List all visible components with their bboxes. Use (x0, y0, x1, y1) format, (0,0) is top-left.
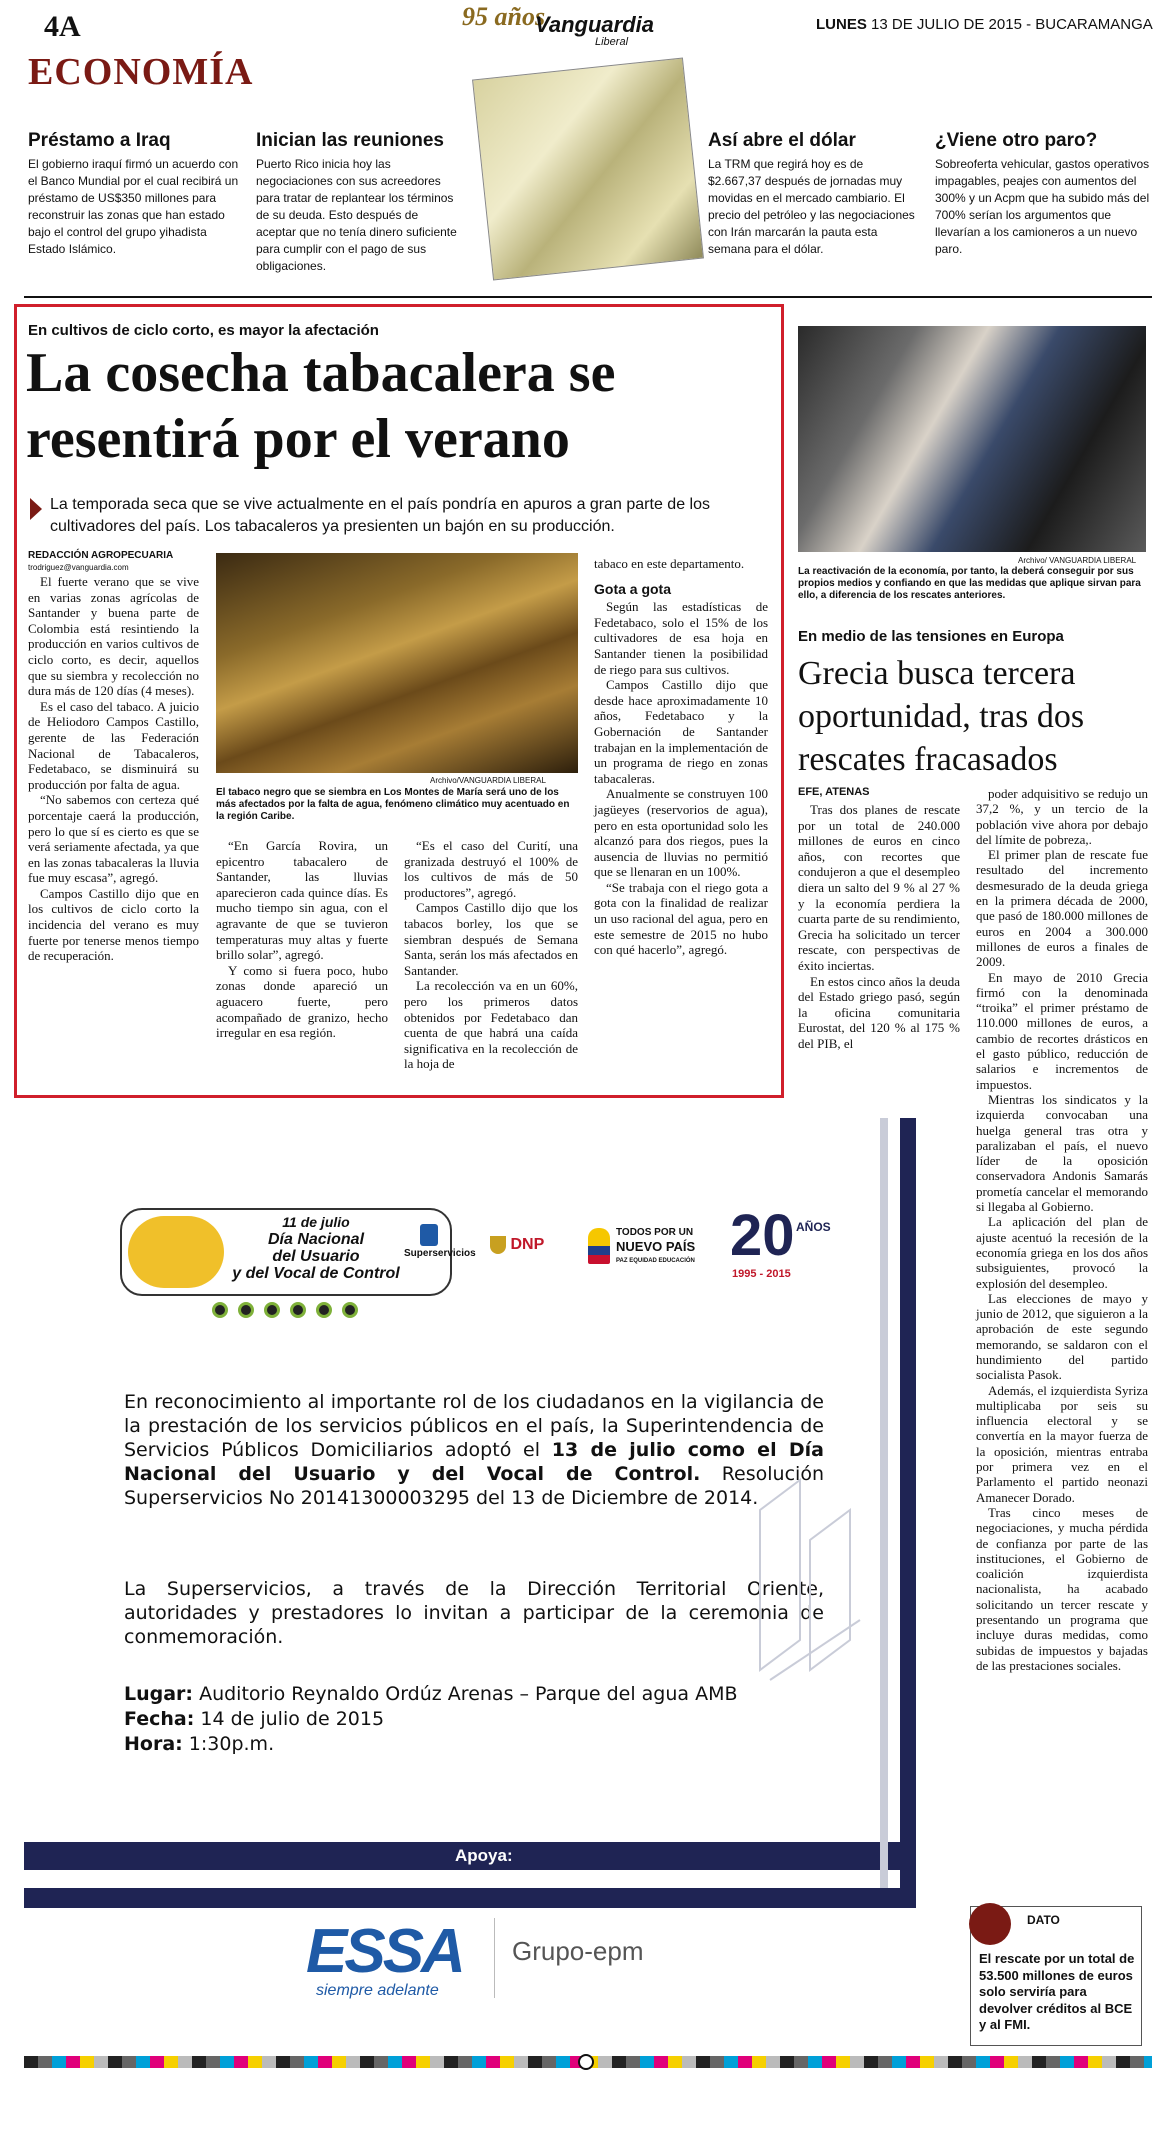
brief-text: Puerto Rico inicia hoy las negociaciones con sus acreedores para tratar de replantear los términos de su deuda. Esto después de aceptar que no tenía dinero suficiente para cumplir con el pago de sus obligaciones. (256, 157, 457, 273)
utility-icon (316, 1302, 332, 1318)
utility-icon (238, 1302, 254, 1318)
label: Lugar: (124, 1683, 194, 1705)
anniversary-years: 1995 - 2015 (732, 1268, 791, 1280)
dato-box (970, 1906, 1142, 2046)
tabaco-byline: REDACCIÓN AGROPECUARIA (28, 550, 174, 561)
grecia-col-1 (798, 802, 960, 1052)
utility-icon (342, 1302, 358, 1318)
ad-paragraph-2: La Superservicios, a través de la Dirección Territorial Oriente, autoridades y prestadores lo invitan a participar de la ceremonia de conmemoración. (124, 1578, 824, 1648)
date-rest: 13 DE JULIO DE 2015 - BUCARAMANGA (871, 16, 1153, 33)
grecia-col-2 (976, 786, 1148, 1673)
paragraph: En mayo de 2010 Grecia firmó con la denominada “troika” el primer préstamo de 110.000 millones de euros, a cambio de recortes drásticos en el gasto público, reducción de salarios e incrementos de impuestos. (976, 969, 1148, 1092)
brief-text: Sobreoferta vehicular, gastos operativos impagables, peajes con aumentos del 300% y un Acpm que ha subido más del 700% serían los argumentos que llevarían a los camioneros a un nuevo paro. (935, 157, 1150, 256)
event-line: y del Vocal de Control (232, 1265, 400, 1282)
superservicios-icon (420, 1224, 438, 1246)
paragraph: La recolección va en un 60%, pero los primeros datos obtenidos por Fedetabaco dan cuenta de que habrá una caída significativa en la recolección de la hoja de (404, 978, 578, 1072)
ad-details (124, 1682, 824, 1757)
ad-navy-band (24, 1888, 916, 1908)
paragraph: Campos Castillo dijo que desde hace aproximadamente 10 años, Fedetabaco y la Gobernación de Santander trabajan en la implementación de un programa de riego en zonas tabacaleras. (594, 677, 768, 786)
paragraph: El fuerte verano que se vive en varias zonas agrícolas de Santander y buena parte de Colombia está resintiendo la producción en varios cultivos de ciclo corto, es decir, aquellos que su siembra y recolección no dura más de 120 días (4 meses). (28, 574, 199, 699)
tabaco-col-1 (28, 574, 199, 964)
event-line: 11 de julio (282, 1214, 350, 1230)
brief-text: El gobierno iraquí firmó un acuerdo con el Banco Mundial por el cual recibirá un préstamo de US$350 millones para reconstruir las zonas que han estado bajo el control del grupo yihadista Estado Islámico. (28, 157, 239, 256)
dollar-bills-photo (472, 57, 704, 280)
todos-flag-icon (588, 1228, 610, 1264)
superservicios-logo (404, 1224, 476, 1259)
essa-logo (306, 1917, 496, 2000)
paragraph: Y como si fuera poco, hubo zonas donde apareció un aguacero fuerte, pero acompañado de granizo, hecho irregular en esa región. (216, 962, 388, 1041)
value: 1:30p.m. (182, 1733, 275, 1755)
paragraph: “No sabemos con certeza qué porcentaje caerá la producción, pero lo que sí es cierto es que se verá seriamente afectada, ya que en las zonas tabacaleras la lluvia fue muy escasa”, agregó. (28, 792, 199, 886)
leaders-photo-credit: Archivo/ VANGUARDIA LIBERAL (1018, 556, 1137, 565)
ad-lugar (124, 1682, 824, 1707)
utility-icon (264, 1302, 280, 1318)
value: Auditorio Reynaldo Ordúz Arenas – Parque del agua AMB (193, 1683, 738, 1705)
ad-gray-stripe (880, 1118, 888, 1908)
logo-sub: Liberal (595, 36, 629, 48)
paragraph: Las elecciones de mayo y junio de 2012, que siguieron a la aprobación de este segundo memorando, se saldaron con el hundimiento del partido socialista Pasok. (976, 1290, 1148, 1383)
label: Hora: (124, 1733, 183, 1755)
ad-decorative-shapes (740, 1470, 880, 1690)
registration-mark-icon (578, 2054, 594, 2070)
logo-divider (494, 1918, 495, 1998)
brief-paro (935, 130, 1150, 258)
leaders-caption: La reactivación de la economía, por tanto, la deberá conseguir por sus propios medios y confiando en que las medidas que aplique sirvan para ello, a diferencia de los rescates anteriores. (798, 566, 1141, 601)
section-title: ECONOMÍA (28, 51, 254, 93)
anniversary-word: AÑOS (796, 1220, 831, 1234)
logo-name: Vanguardia (535, 12, 654, 37)
anniversary-number: 20 (730, 1203, 795, 1268)
subhead-gota: Gota a gota (594, 580, 672, 597)
tobacco-photo (216, 553, 578, 773)
label: Fecha: (124, 1708, 195, 1730)
ad-fecha (124, 1707, 824, 1732)
ad-text-bold: 13 de julio como el Día Nacional del Usuario y del Vocal de Control. (124, 1439, 824, 1485)
ad-hora (124, 1732, 824, 1757)
event-icons-row (212, 1302, 368, 1323)
paragraph: “Es el caso del Curití, una granizada destruyó el 100% de los cultivos de más de 50 productores”, agregó. (404, 838, 578, 900)
grupo-epm-logo: Grupo-epm (512, 1936, 644, 1966)
dnp-text: DNP (510, 1236, 545, 1253)
dato-label: DATO (1027, 1913, 1060, 1927)
essa-wordmark: ESSA (306, 1917, 463, 1986)
header-rule (24, 296, 1152, 298)
ad-apoya-label: Apoya: (455, 1846, 513, 1865)
brief-title: Préstamo a Iraq (28, 130, 171, 151)
page-number: 4A (44, 10, 81, 43)
paragraph: En estos cinco años la deuda del Estado griego pasó, según la oficina comunitaria Eurostat, del 120 % al 175 % del PIB, el (798, 973, 960, 1051)
todos-line2: NUEVO PAÍS (616, 1239, 696, 1254)
paragraph: Además, el izquierdista Syriza multiplicaba por seis su influencia electoral y se convertía en la mayor fuerza de la oposición, mientras entraba por primera vez en el Parlamento el partido neonazi Amanecer Dorado. (976, 1382, 1148, 1505)
brief-title: Inician las reuniones (256, 130, 444, 151)
todos-line3: PAZ EQUIDAD EDUCACIÓN (616, 1258, 695, 1264)
logo-years: 95 años (462, 2, 546, 31)
event-line: del Usuario (272, 1248, 360, 1265)
dnp-logo (490, 1236, 544, 1254)
brief-dolar (708, 130, 918, 258)
essa-tagline: siempre adelante (316, 1982, 439, 1999)
ad-paragraph-1 (124, 1390, 824, 1510)
tobacco-caption: El tabaco negro que se siembra en Los Montes de María será uno de los más afectados por la falta de agua, fenómeno climático muy acentuado en la región Caribe. (216, 787, 570, 822)
tabaco-lead: La temporada seca que se vive actualmente en el país pondría en apuros a gran parte de los cultivadores del país. Los tabacaleros ya presienten un bajón en su producción. (50, 496, 710, 535)
lead-marker (30, 498, 42, 520)
paragraph: Tras dos planes de rescate por un total de 240.000 millones de euros en cinco años, con recortes que condujeron a que el desempleo diera un salto del 9 % al 27 % y la economía perdiera la cuarta parte de su rendimiento, Grecia ha solicitado un tercer rescate, con perspectivas de éxito inciertas. (798, 802, 960, 973)
paragraph: Mientras los sindicatos y la izquierda convocaban una huelga general tras otra y paralizaban el país, el nuevo líder de la oposición conservadora Andonis Samarás prometía cancelar el memorando si llegaba al Gobierno. (976, 1091, 1148, 1215)
grecia-headline: Grecia busca tercera oportunidad, tras dos rescates fracasados (798, 655, 1085, 778)
paragraph: El primer plan de rescate fue resultado del incremento desmesurado de la deuda griega en la primera década de 2000, que pasó de 180.000 millones de euros en 2004 a 300.000 millones de euros a finales de 2009. (976, 847, 1148, 970)
utility-icon (290, 1302, 306, 1318)
ad-text: Resolución Superservicios No 20141300003295 del 13 de Diciembre de 2014. (124, 1463, 824, 1509)
paragraph: Campos Castillo dijo que los tabacos borley, los que se siembran después de Semana Santa, serán los más afectados en Santander. (404, 900, 578, 978)
masthead-logo (460, 2, 660, 52)
superservicios-text: Superservicios (404, 1248, 476, 1259)
dato-text: El rescate por un total de 53.500 millones de euros solo serviría para devolver créditos al BCE y al FMI. (979, 1951, 1135, 2032)
event-faces-icon (128, 1216, 224, 1288)
paragraph: Tras cinco meses de negociaciones, y mucha pérdida de confianza por parte de las instituciones, el Gobierno de coalición izquierdista nacionalista, ha acabado solicitando un tercer rescate y presentando un programa que incluye duras medidas, como subidas de impuestos y bajadas de las prestaciones sociales. (976, 1504, 1148, 1673)
paragraph: Campos Castillo dijo que en los cultivos de ciclo corto la incidencia del verano es muy fuerte por tenerse menos tiempo de recuperación. (28, 885, 199, 964)
paragraph: Anualmente se construyen 100 jagüeyes (reservorios de agua), pero en esta oportunidad solo les alcanzó para dos riegos, pues la ausencia de lluvias no permitió que se llenaran en un 100%. (594, 786, 768, 880)
event-line: Día Nacional (267, 1231, 365, 1248)
event-title (226, 1214, 406, 1282)
utility-icon (212, 1302, 228, 1318)
tobacco-photo-credit: Archivo/VANGUARDIA LIBERAL (430, 776, 546, 785)
todos-line1: TODOS POR UN (616, 1227, 694, 1238)
tabaco-kicker: En cultivos de ciclo corto, es mayor la afectación (28, 322, 379, 339)
paragraph: poder adquisitivo se redujo un 37,2 %, y un tercio de la población vive ahora por debajo del límite de pobreza,. (976, 786, 1148, 847)
colombia-shield-icon (490, 1236, 506, 1254)
paragraph: La aplicación del plan de ajuste acentuó la recesión de la economía griega en los dos años subsiguientes, provocó la explosión del desempleo. (976, 1214, 1148, 1291)
anniversary-logo (730, 1203, 831, 1284)
date-line (816, 16, 1153, 33)
tabaco-email: trodriguez@vanguardia.com (28, 563, 129, 572)
grecia-kicker: En medio de las tensiones en Europa (798, 628, 1064, 645)
ad-navy-right-bar (900, 1118, 916, 1908)
dato-icon (969, 1903, 1011, 1945)
tabaco-col-2 (216, 838, 388, 1041)
brief-text: La TRM que regirá hoy es de $2.667,37 después de jornadas muy movidas en el mercado cambiario. El precio del petróleo y las negociaciones con Irán marcarán la pauta esta semana para el dólar. (708, 157, 915, 256)
event-badge (120, 1208, 476, 1296)
date-day: LUNES (816, 16, 867, 33)
paragraph: “En García Rovira, un epicentro tabacalero de Santander, las lluvias aparecieron cada quince días. Es mucho tiempo sin agua, con el agravante de que se tuvieron temperaturas muy altas y fuerte brillo solar”, agregó. (216, 838, 388, 963)
brief-title: ¿Viene otro paro? (935, 130, 1098, 151)
brief-iraq (28, 130, 243, 258)
paragraph: “Se trabaja con el riego gota a gota con la finalidad de realizar un uso racional del agua, pero en este semestre de 2015 no hubo con qué hacerlo”, agregó. (594, 879, 768, 958)
leaders-photo (798, 326, 1146, 552)
ad-text: En reconocimiento al importante rol de los ciudadanos en la vigilancia de la prestación de los servicios públicos en el país, la Superintendencia de Servicios Públicos Domiciliarios adoptó el (124, 1391, 824, 1461)
brief-puerto-rico (256, 130, 461, 275)
brief-title: Así abre el dólar (708, 130, 856, 151)
tabaco-col-3 (404, 838, 578, 1072)
paragraph: tabaco en este departamento. (594, 556, 745, 571)
paragraph: Según las estadísticas de Fedetabaco, solo el 15% de los cultivadores de esa hoja en Santander tienen la posibilidad de riego para sus cultivos. (594, 599, 768, 677)
paragraph: Es el caso del tabaco. A juicio de Heliodoro Campos Castillo, gerente de las Federación Nacional de Tabacaleros, Fedetabaco, se disminuirá su producción por falta de agua. (28, 698, 199, 792)
grecia-byline: EFE, ATENAS (798, 786, 870, 798)
tabaco-col-4 (594, 556, 768, 958)
value: 14 de julio de 2015 (194, 1708, 385, 1730)
tabaco-headline: La cosecha tabacalera se resentirá por el verano (26, 342, 616, 470)
